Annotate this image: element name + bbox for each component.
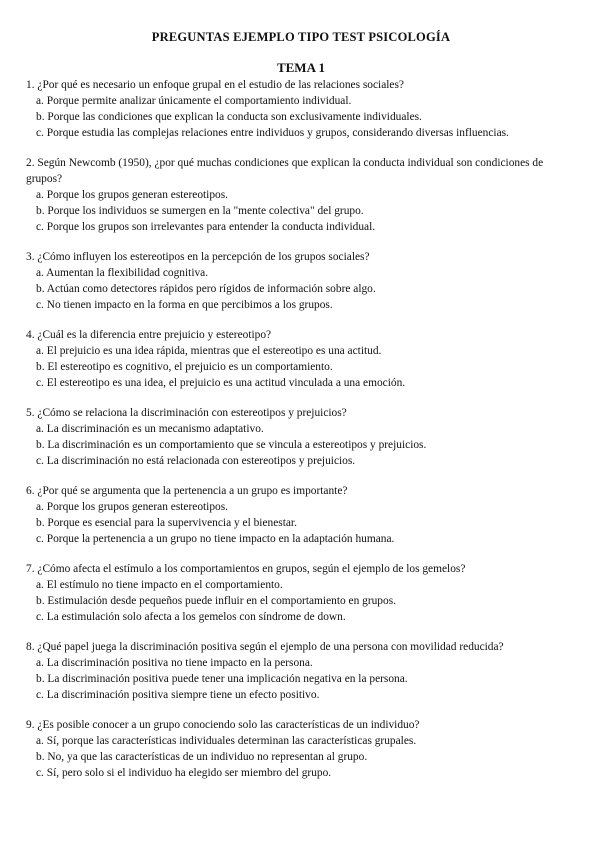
question-item [26, 639, 576, 703]
answer-option: b. Estimulación desde pequeños puede influir en el comportamiento en grupos. [36, 595, 396, 607]
answer-option: a. Porque los grupos generan estereotipos. [36, 501, 229, 513]
answer-option: b. Actúan como detectores rápidos pero rígidos de información sobre algo. [36, 283, 376, 295]
answer-option: c. El estereotipo es una idea, el prejuicio es una actitud vinculada a una emoción. [36, 377, 406, 389]
answer-option: a. Aumentan la flexibilidad cognitiva. [36, 267, 209, 279]
answer-option: c. La discriminación no está relacionada con estereotipos y prejuicios. [36, 455, 356, 467]
question-text: 7. ¿Cómo afecta el estímulo a los comportamientos en grupos, según el ejemplo de los gemelos? [26, 563, 466, 575]
answer-option: b. La discriminación positiva puede tener una implicación negativa en la persona. [36, 673, 408, 685]
answer-option: a. El estímulo no tiene impacto en el comportamiento. [36, 579, 283, 591]
answer-option: b. El estereotipo es cognitivo, el prejuicio es un comportamiento. [36, 361, 333, 373]
answer-option: a. Porque permite analizar únicamente el comportamiento individual. [36, 95, 352, 107]
document-title: PREGUNTAS EJEMPLO TIPO TEST PSICOLOGÍA [151, 30, 451, 44]
answer-option: b. La discriminación es un comportamiento que se vincula a estereotipos y prejuicios. [36, 439, 427, 451]
answer-option: c. Porque la pertenencia a un grupo no tiene impacto en la adaptación humana. [36, 533, 395, 545]
answer-option: a. Sí, porque las características individuales determinan las características grupales. [36, 735, 417, 747]
answer-option: b. No, ya que las características de un individuo no representan al grupo. [36, 751, 368, 763]
answer-option: a. La discriminación positiva no tiene impacto en la persona. [36, 657, 313, 669]
section-heading: TEMA 1 [276, 60, 326, 75]
question-item [26, 249, 576, 313]
question-text: 1. ¿Por qué es necesario un enfoque grupal en el estudio de las relaciones sociales? [26, 79, 404, 91]
answer-option: c. Sí, pero solo si el individuo ha elegido ser miembro del grupo. [36, 767, 332, 779]
answer-option: b. Porque los individuos se sumergen en la "mente colectiva" del grupo. [36, 205, 364, 217]
answer-option: b. Porque es esencial para la supervivencia y el bienestar. [36, 517, 297, 529]
answer-option: b. Porque las condiciones que explican la conducta son exclusivamente individuales. [36, 111, 422, 123]
question-text: 9. ¿Es posible conocer a un grupo conociendo solo las características de un individuo? [26, 719, 420, 731]
question-item [26, 405, 576, 469]
answer-option: c. No tienen impacto en la forma en que percibimos a los grupos. [36, 299, 333, 311]
question-list [26, 77, 576, 781]
answer-option: c. Porque estudia las complejas relaciones entre individuos y grupos, considerando diversas influencias. [36, 127, 509, 139]
answer-option: a. El prejuicio es una idea rápida, mientras que el estereotipo es una actitud. [36, 345, 382, 357]
answer-option: c. Porque los grupos son irrelevantes para entender la conducta individual. [36, 221, 376, 233]
question-item [26, 327, 576, 391]
answer-option: a. Porque los grupos generan estereotipos. [36, 189, 229, 201]
question-text: 6. ¿Por qué se argumenta que la pertenencia a un grupo es importante? [26, 485, 348, 497]
question-item [26, 561, 576, 625]
answer-option: c. La discriminación positiva siempre tiene un efecto positivo. [36, 689, 320, 701]
question-text: 2. Según Newcomb (1950), ¿por qué muchas condiciones que explican la conducta individual son condiciones de grupos? [26, 157, 544, 185]
question-text: 8. ¿Qué papel juega la discriminación positiva según el ejemplo de una persona con movilidad reducida? [26, 641, 504, 653]
question-item [26, 77, 576, 141]
question-item [26, 483, 576, 547]
question-text: 5. ¿Cómo se relaciona la discriminación con estereotipos y prejuicios? [26, 407, 347, 419]
question-text: 4. ¿Cuál es la diferencia entre prejuicio y estereotipo? [26, 329, 272, 341]
question-item [26, 155, 576, 235]
answer-option: c. La estimulación solo afecta a los gemelos con síndrome de down. [36, 611, 346, 623]
answer-option: a. La discriminación es un mecanismo adaptativo. [36, 423, 264, 435]
question-item [26, 717, 576, 781]
question-text: 3. ¿Cómo influyen los estereotipos en la percepción de los grupos sociales? [26, 251, 370, 263]
